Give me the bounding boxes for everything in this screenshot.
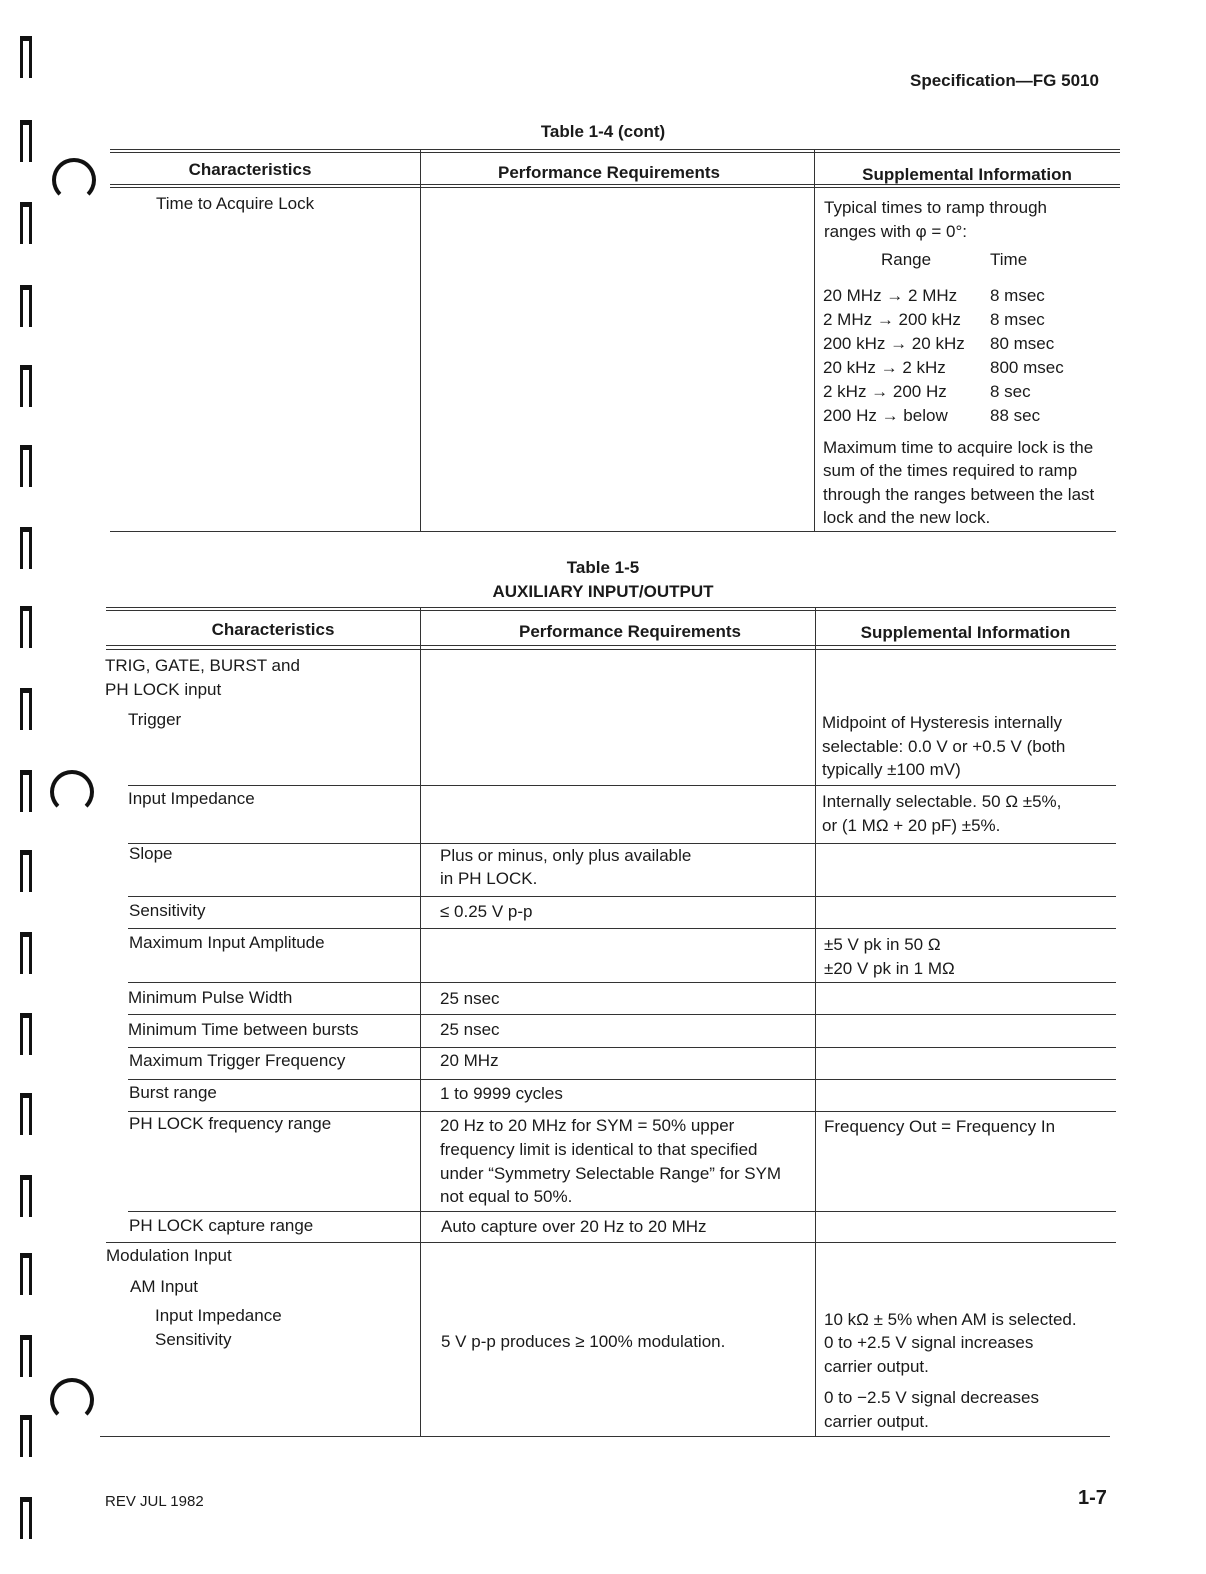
row-rule [128, 1014, 1116, 1015]
info-line: lock and the new lock. [823, 508, 991, 527]
perf-line: ≤ 0.25 V p-p [440, 902, 533, 921]
perf-line: 25 nsec [440, 1020, 500, 1039]
info-line: carrier output. [824, 1412, 929, 1431]
table-rule [100, 1436, 1110, 1437]
perf-line: 5 V p-p produces ≥ 100% modulation. [441, 1332, 726, 1351]
page-header-title: Specification—FG 5010 [910, 71, 1099, 90]
characteristic-label: Input Impedance [128, 789, 255, 808]
column-header: Supplemental Information [860, 623, 1071, 642]
characteristic-label: PH LOCK frequency range [129, 1114, 332, 1133]
info-line: Midpoint of Hysteresis internally [822, 713, 1062, 732]
info-line: or (1 MΩ + 20 pF) ±5%. [822, 816, 1001, 835]
table-rule [106, 645, 1116, 646]
characteristic-label: Maximum Input Amplitude [129, 933, 325, 952]
binder-hole [20, 606, 32, 648]
time-value: 800 msec [990, 358, 1064, 377]
characteristic-label: Minimum Pulse Width [128, 988, 293, 1007]
group-label: AM Input [130, 1277, 199, 1296]
characteristic-label: Time to Acquire Lock [156, 194, 315, 213]
binder-hole [20, 285, 32, 327]
perf-line: under “Symmetry Selectable Range” for SYM [440, 1164, 782, 1183]
binder-hole [20, 688, 32, 730]
binder-hole [20, 1497, 32, 1539]
column-header: Supplemental Information [862, 165, 1072, 184]
binder-hole [20, 932, 32, 974]
column-divider [420, 608, 421, 1436]
info-line: sum of the times required to ramp [823, 461, 1078, 480]
time-value: 8 msec [990, 310, 1045, 329]
characteristic-label: Burst range [129, 1083, 217, 1102]
group-label: TRIG, GATE, BURST and [105, 656, 300, 675]
group-label: PH LOCK input [105, 680, 222, 699]
binder-hole [20, 36, 32, 78]
info-line: selectable: 0.0 V or +0.5 V (both [822, 737, 1066, 756]
perf-line: in PH LOCK. [440, 869, 538, 888]
binder-hole [20, 1013, 32, 1055]
info-line: 10 kΩ ± 5% when AM is selected. [824, 1310, 1077, 1329]
column-divider [815, 608, 816, 1436]
info-line: through the ranges between the last [823, 485, 1095, 504]
binder-hole [20, 850, 32, 892]
range-value: 20 MHz → 2 MHz [823, 286, 958, 305]
table-rule [106, 649, 1116, 650]
column-divider [814, 150, 815, 532]
table-rule [110, 152, 1120, 153]
perf-line: Plus or minus, only plus available [440, 846, 692, 865]
info-line: Frequency Out = Frequency In [824, 1117, 1056, 1136]
perf-line: not equal to 50%. [440, 1187, 573, 1206]
group-label: Modulation Input [106, 1246, 232, 1265]
binder-ring-arc [52, 158, 96, 202]
revision-date: REV JUL 1982 [105, 1493, 204, 1510]
perf-line: 20 Hz to 20 MHz for SYM = 50% upper [440, 1116, 735, 1135]
row-rule [128, 785, 1116, 786]
time-value: 8 sec [990, 382, 1031, 401]
table-rule [110, 531, 1116, 532]
info-line: 0 to +2.5 V signal increases [824, 1333, 1034, 1352]
perf-line: 20 MHz [440, 1051, 499, 1070]
info-line: ±5 V pk in 50 Ω [824, 935, 941, 954]
table-rule [106, 607, 1116, 608]
range-value: 2 kHz → 200 Hz [823, 382, 947, 401]
characteristic-label: Slope [129, 844, 173, 863]
row-rule [106, 1242, 1116, 1243]
row-rule [128, 1079, 1116, 1080]
range-value: 200 kHz → 20 kHz [823, 334, 965, 353]
row-rule [128, 1047, 1116, 1048]
binder-hole [20, 1093, 32, 1135]
table-caption: Table 1-5 [566, 558, 640, 577]
characteristic-label: Maximum Trigger Frequency [129, 1051, 346, 1070]
binder-hole [20, 1415, 32, 1457]
info-line: typically ±100 mV) [822, 760, 961, 779]
info-line: carrier output. [824, 1357, 929, 1376]
column-header: Characteristics [188, 160, 312, 179]
row-rule [128, 928, 1116, 929]
binder-ring-arc [50, 1378, 94, 1422]
row-rule [128, 1211, 1116, 1212]
time-value: 8 msec [990, 286, 1045, 305]
perf-line: frequency limit is identical to that specified [440, 1140, 758, 1159]
info-line: Typical times to ramp through [824, 198, 1047, 217]
characteristic-label: Sensitivity [129, 901, 206, 920]
table-caption: Table 1-4 (cont) [540, 122, 666, 141]
characteristic-label: Trigger [128, 710, 182, 729]
page-number: 1-7 [1078, 1487, 1107, 1509]
column-header: Performance Requirements [518, 622, 742, 641]
column-header: Characteristics [211, 620, 335, 639]
table-rule [110, 187, 1120, 188]
binder-hole [20, 1175, 32, 1217]
table-rule [110, 149, 1120, 150]
time-value: 88 sec [990, 406, 1041, 425]
info-line: ±20 V pk in 1 MΩ [824, 959, 955, 978]
characteristic-label: PH LOCK capture range [129, 1216, 314, 1235]
binder-hole [20, 1253, 32, 1295]
column-header: Performance Requirements [497, 163, 721, 182]
info-line: ranges with φ = 0°: [824, 222, 968, 241]
range-header: Range [881, 250, 932, 269]
info-line: Internally selectable. 50 Ω ±5%, [822, 792, 1062, 811]
column-divider [420, 150, 421, 532]
row-rule [128, 896, 1116, 897]
perf-line: Auto capture over 20 Hz to 20 MHz [441, 1217, 707, 1236]
info-line: Maximum time to acquire lock is the [823, 438, 1094, 457]
binder-hole [20, 365, 32, 407]
binder-hole [20, 202, 32, 244]
perf-line: 25 nsec [440, 989, 500, 1008]
table-subcaption: AUXILIARY INPUT/OUTPUT [492, 582, 714, 601]
info-line: 0 to −2.5 V signal decreases [824, 1388, 1039, 1407]
table-rule [106, 610, 1116, 611]
time-header: Time [990, 250, 1028, 269]
binder-ring-arc [50, 770, 94, 814]
characteristic-label: Minimum Time between bursts [128, 1020, 359, 1039]
range-value: 200 Hz → below [823, 406, 948, 425]
binder-hole [20, 445, 32, 487]
binder-hole [20, 770, 32, 812]
range-value: 20 kHz → 2 kHz [823, 358, 946, 377]
characteristic-label: Input Impedance [155, 1306, 282, 1325]
row-rule [128, 982, 1116, 983]
characteristic-label: Sensitivity [155, 1330, 232, 1349]
time-value: 80 msec [990, 334, 1055, 353]
perf-line: 1 to 9999 cycles [440, 1084, 563, 1103]
binder-hole [20, 1335, 32, 1377]
range-value: 2 MHz → 200 kHz [823, 310, 961, 329]
